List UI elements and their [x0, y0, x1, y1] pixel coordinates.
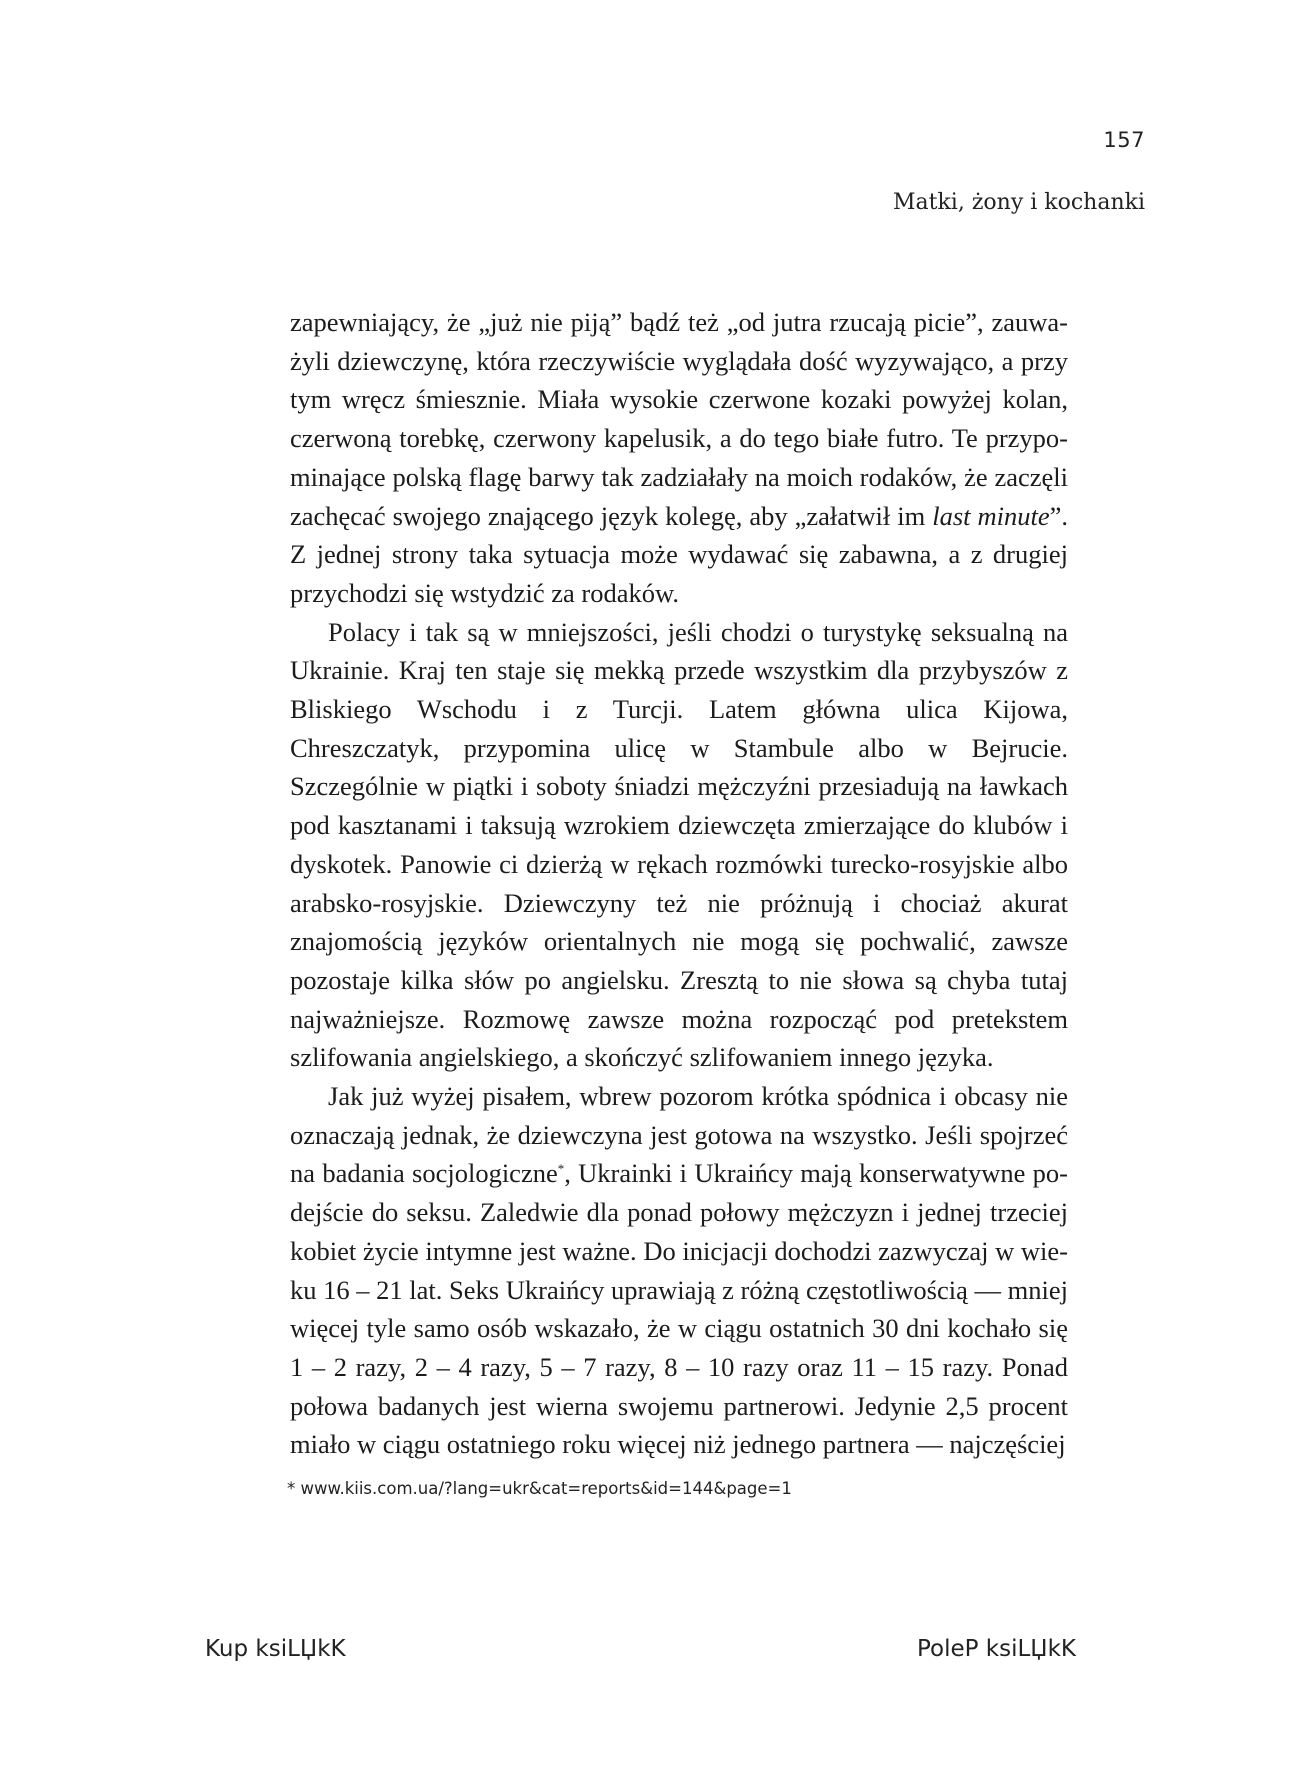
paragraph-3	[290, 1077, 1068, 1464]
footer-recommend-link[interactable]: PoleP ksiLЏkK	[916, 1636, 1076, 1662]
paragraph-3-text-b: , Ukrainki i Ukraińcy mają konserwatywne podejście do seksu. Zaledwie dla ponad połowy mężczyzn i jednej trzeciej kobiet życie intymne jest ważne. Do inicjacji dochodzi zazwyczaj w wieku 16 – 21 lat. Seks Ukraińcy uprawiają z różną częstotliwością — mniej więcej tyle samo osób wskazało, że w ciągu ostatnich 30 dni kochało się 1 – 2 razy, 2 – 4 razy, 5 – 7 razy, 8 – 10 razy oraz 11 – 15 razy. Ponad połowa badanych jest wierna swojemu partnerowi. Jedynie 2,5 procent miało w ciągu ostatniego roku więcej niż jednego partnera — najczęściej	[290, 1158, 1068, 1460]
footnote-marker: *	[557, 1161, 565, 1177]
footer-buy-link[interactable]: Kup ksiLЏkK	[205, 1636, 346, 1662]
paragraph-1	[290, 303, 1068, 613]
paragraph-1-text-b: ”. Z jednej strony taka sytuacja może wydawać się zabawna, a z drugiej przychodzi się wstydzić za rodaków.	[290, 500, 1068, 608]
paragraph-1-text-a: zapewniający, że „już nie piją” bądź też „od jutra rzucają picie”, zauważyli dziewczynę, która rzeczywiście wyglądała dość wyzywająco, a przy tym wręcz śmiesznie. Miała wysokie czerwone kozaki powyżej kolan, czerwoną torebkę, czerwony kapelusik, a do tego białe futro. Te przypominające polską flagę barwy tak zadziałały na moich rodaków, że zaczęli zachęcać swojego znającego język kolegę, aby „załatwił im	[290, 307, 1068, 531]
paragraph-2: Polacy i tak są w mniejszości, jeśli chodzi o turystykę seksualną na Ukrainie. Kraj ten staje się mekką przede wszystkim dla przybyszów z Bliskiego Wschodu i z Turcji. Latem główna ulica Kijowa, Chreszczatyk, przypomina ulicę w Stambule albo w Bejrucie. Szczególnie w piątki i soboty śniadzi mężczyźni przesiadują na ławkach pod kasztanami i taksują wzrokiem dziewczęta zmierzające do klubów i dyskotek. Panowie ci dzierżą w rękach rozmówki turecko-rosyjskie albo arabsko-rosyjskie. Dziewczyny też nie próżnują i chociaż akurat znajomością języków orientalnych nie mogą się pochwalić, zawsze pozostaje kilka słów po angielsku. Zresztą to nie słowa są chyba tutaj najważniejsze. Rozmowę zawsze można rozpocząć pod pretekstem szlifowania angielskiego, a skończyć szlifowaniem innego języka.	[290, 616, 1068, 1073]
paragraph-3-text-a: Jak już wyżej pisałem, wbrew pozorom krótka spódnica i obcasy nie oznaczają jednak, że dziewczyna jest gotowa na wszystko. Jeśli spojrzeć na badania socjologiczne	[290, 1081, 1068, 1189]
footnote: * www.kiis.com.ua/?lang=ukr&cat=reports&id=144&page=1	[287, 1479, 792, 1498]
running-head: Matki, żony i kochanki	[892, 190, 1145, 215]
paragraph-1-italic: last minute	[932, 500, 1050, 531]
body-text	[290, 303, 1068, 1464]
page-number: 157	[1103, 128, 1145, 152]
